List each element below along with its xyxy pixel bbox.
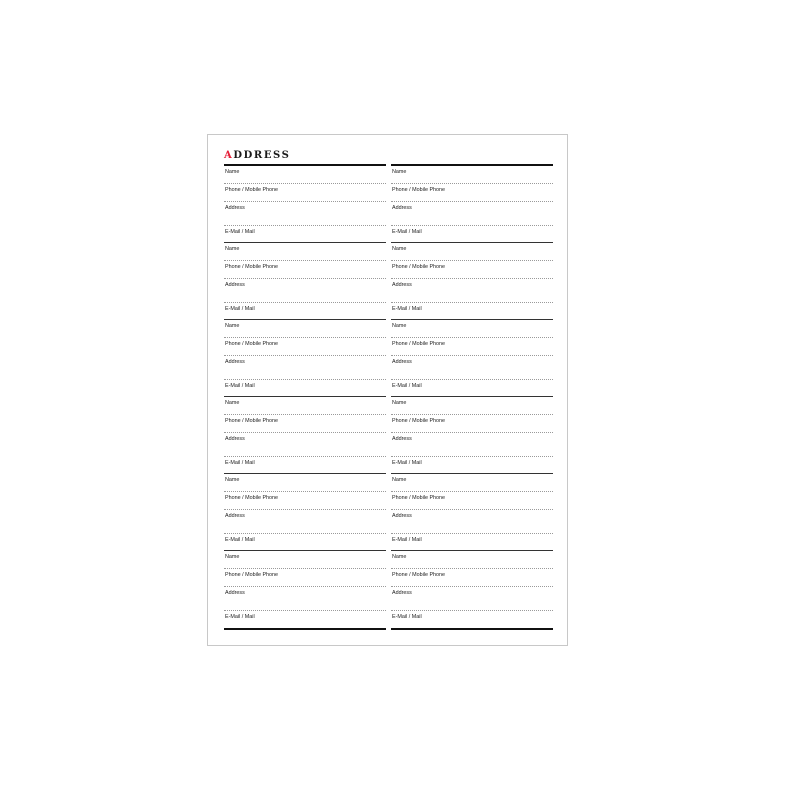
address-field-label: Address <box>392 513 412 519</box>
address-entry <box>391 551 553 628</box>
phone-field-label: Phone / Mobile Phone <box>225 418 279 424</box>
name-field-label: Name <box>392 400 407 406</box>
phone-field-label: Phone / Mobile Phone <box>225 341 279 347</box>
address-entry <box>224 551 386 628</box>
page-title <box>224 150 290 162</box>
email-field[interactable] <box>224 457 386 474</box>
name-field[interactable] <box>391 397 553 415</box>
phone-field[interactable] <box>224 184 386 202</box>
phone-field[interactable] <box>391 569 553 587</box>
phone-field[interactable] <box>391 261 553 279</box>
address-field-label: Address <box>225 590 245 596</box>
name-field[interactable] <box>391 474 553 492</box>
address-entry <box>224 397 386 474</box>
name-field-label: Name <box>225 477 240 483</box>
address-field[interactable] <box>224 202 386 226</box>
address-entry <box>391 474 553 551</box>
address-field[interactable] <box>391 510 553 534</box>
phone-field[interactable] <box>224 492 386 510</box>
phone-field[interactable] <box>391 184 553 202</box>
name-field[interactable] <box>224 243 386 261</box>
phone-field[interactable] <box>391 415 553 433</box>
name-field-label: Name <box>392 477 407 483</box>
email-field-label: E-Mail / Mail <box>225 383 255 389</box>
address-entry <box>224 320 386 397</box>
email-field-label: E-Mail / Mail <box>392 614 422 620</box>
name-field-label: Name <box>392 554 407 560</box>
name-field[interactable] <box>224 397 386 415</box>
address-field[interactable] <box>391 356 553 380</box>
email-field-label: E-Mail / Mail <box>392 537 422 543</box>
address-field-label: Address <box>392 590 412 596</box>
address-field-label: Address <box>225 359 245 365</box>
phone-field[interactable] <box>224 415 386 433</box>
address-field[interactable] <box>224 587 386 611</box>
address-field[interactable] <box>224 279 386 303</box>
email-field[interactable] <box>391 457 553 474</box>
email-field-label: E-Mail / Mail <box>392 306 422 312</box>
email-field[interactable] <box>224 303 386 320</box>
name-field[interactable] <box>224 166 386 184</box>
address-field[interactable] <box>224 356 386 380</box>
address-entry <box>224 243 386 320</box>
address-field[interactable] <box>391 279 553 303</box>
name-field[interactable] <box>391 243 553 261</box>
address-column-left <box>224 164 386 630</box>
name-field-label: Name <box>225 169 240 175</box>
phone-field-label: Phone / Mobile Phone <box>225 187 279 193</box>
address-field[interactable] <box>224 433 386 457</box>
email-field[interactable] <box>391 611 553 628</box>
phone-field-label: Phone / Mobile Phone <box>392 572 446 578</box>
email-field[interactable] <box>224 380 386 397</box>
phone-field[interactable] <box>224 338 386 356</box>
address-field-label: Address <box>392 205 412 211</box>
address-field[interactable] <box>391 433 553 457</box>
name-field[interactable] <box>391 320 553 338</box>
phone-field-label: Phone / Mobile Phone <box>392 264 446 270</box>
name-field[interactable] <box>224 551 386 569</box>
address-field[interactable] <box>224 510 386 534</box>
phone-field-label: Phone / Mobile Phone <box>225 264 279 270</box>
email-field[interactable] <box>391 303 553 320</box>
email-field-label: E-Mail / Mail <box>392 460 422 466</box>
address-field[interactable] <box>391 202 553 226</box>
email-field[interactable] <box>224 534 386 551</box>
address-entry <box>224 166 386 243</box>
address-field-label: Address <box>225 513 245 519</box>
email-field[interactable] <box>224 611 386 628</box>
phone-field[interactable] <box>224 261 386 279</box>
address-field-label: Address <box>225 436 245 442</box>
phone-field-label: Phone / Mobile Phone <box>225 495 279 501</box>
email-field-label: E-Mail / Mail <box>225 537 255 543</box>
phone-field-label: Phone / Mobile Phone <box>392 187 446 193</box>
email-field-label: E-Mail / Mail <box>225 614 255 620</box>
email-field[interactable] <box>224 226 386 243</box>
title-initial: A <box>224 150 234 161</box>
email-field[interactable] <box>391 226 553 243</box>
address-entry <box>391 397 553 474</box>
phone-field-label: Phone / Mobile Phone <box>392 495 446 501</box>
phone-field[interactable] <box>391 492 553 510</box>
name-field[interactable] <box>224 474 386 492</box>
email-field-label: E-Mail / Mail <box>225 229 255 235</box>
phone-field-label: Phone / Mobile Phone <box>392 341 446 347</box>
address-column-right <box>391 164 553 630</box>
name-field[interactable] <box>224 320 386 338</box>
address-field-label: Address <box>225 282 245 288</box>
email-field[interactable] <box>391 380 553 397</box>
name-field-label: Name <box>225 400 240 406</box>
address-field-label: Address <box>392 282 412 288</box>
address-entry <box>224 474 386 551</box>
email-field-label: E-Mail / Mail <box>392 383 422 389</box>
name-field[interactable] <box>391 166 553 184</box>
name-field-label: Name <box>392 323 407 329</box>
name-field-label: Name <box>225 246 240 252</box>
name-field[interactable] <box>391 551 553 569</box>
address-field-label: Address <box>225 205 245 211</box>
name-field-label: Name <box>392 169 407 175</box>
address-field[interactable] <box>391 587 553 611</box>
email-field[interactable] <box>391 534 553 551</box>
address-entry <box>391 243 553 320</box>
address-entry <box>391 320 553 397</box>
title-rest: DDRESS <box>233 150 291 161</box>
name-field-label: Name <box>225 554 240 560</box>
phone-field[interactable] <box>391 338 553 356</box>
email-field-label: E-Mail / Mail <box>392 229 422 235</box>
address-field-label: Address <box>392 359 412 365</box>
address-entry <box>391 166 553 243</box>
name-field-label: Name <box>225 323 240 329</box>
name-field-label: Name <box>392 246 407 252</box>
phone-field[interactable] <box>224 569 386 587</box>
phone-field-label: Phone / Mobile Phone <box>392 418 446 424</box>
phone-field-label: Phone / Mobile Phone <box>225 572 279 578</box>
email-field-label: E-Mail / Mail <box>225 306 255 312</box>
email-field-label: E-Mail / Mail <box>225 460 255 466</box>
address-field-label: Address <box>392 436 412 442</box>
